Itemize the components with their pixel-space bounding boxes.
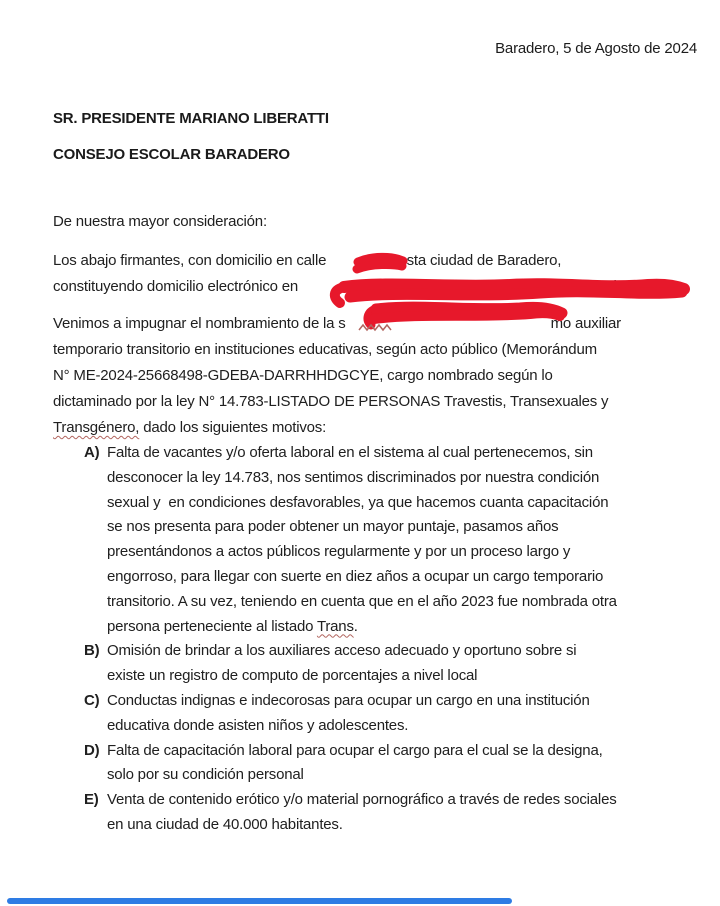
text-segment: transitorio. A su vez, teniendo en cuenta que en el año 2023 fue nombrada otra bbox=[107, 592, 617, 610]
text-segment: presentándonos a actos públicos regularmente y por un proceso largo y bbox=[107, 543, 571, 561]
text-line bbox=[107, 639, 684, 664]
redacted-gap bbox=[330, 264, 378, 265]
list-item bbox=[84, 739, 684, 789]
text-line bbox=[53, 363, 693, 389]
text-line bbox=[107, 466, 684, 491]
text-line bbox=[107, 540, 684, 565]
recipient-name: SR. PRESIDENTE MARIANO LIBERATTI bbox=[53, 110, 329, 127]
list-item-text bbox=[107, 639, 684, 689]
text-line bbox=[107, 788, 684, 813]
redacted-gap bbox=[302, 290, 582, 291]
list-item-text bbox=[107, 739, 684, 789]
text-line bbox=[107, 714, 684, 739]
text-segment: Transgénero, bbox=[53, 419, 140, 436]
text-segment: sexual y en condiciones desfavorables, ya que hacemos cuanta capacitación bbox=[107, 493, 609, 511]
text-segment: engorroso, para llegar con suerte en diez años a ocupar un cargo temporario bbox=[107, 567, 604, 585]
text-segment: persona perteneciente al listado bbox=[107, 617, 317, 635]
motives-list bbox=[84, 441, 684, 838]
text-line bbox=[53, 248, 693, 274]
text-line bbox=[107, 491, 684, 516]
text-segment: educativa donde asisten niños y adolescentes. bbox=[107, 716, 409, 734]
text-segment: Trans bbox=[316, 617, 354, 635]
list-item-label: A) bbox=[84, 444, 100, 461]
list-item-label: B) bbox=[84, 642, 100, 660]
text-line bbox=[53, 337, 693, 363]
text-line bbox=[107, 590, 684, 615]
greeting-line: De nuestra mayor consideración: bbox=[53, 213, 267, 230]
text-segment: . bbox=[353, 617, 358, 635]
text-line bbox=[107, 813, 684, 838]
text-segment: Falta de capacitación laboral para ocupar el cargo para el cual se la designa, bbox=[107, 741, 603, 759]
text-segment: en una ciudad de 40.000 habitantes. bbox=[107, 815, 343, 833]
text-line bbox=[53, 274, 693, 300]
text-segment: temporario transitorio en instituciones educativas, según acto público (Memorándum bbox=[53, 341, 597, 358]
list-item bbox=[84, 441, 684, 639]
text-line bbox=[53, 311, 693, 337]
text-line bbox=[107, 515, 684, 540]
list-item-label: D) bbox=[84, 741, 100, 759]
body-paragraphs bbox=[53, 248, 693, 441]
list-item bbox=[84, 788, 684, 838]
text-segment: Venimos a impugnar el nombramiento de la s bbox=[53, 315, 346, 332]
text-segment: Los abajo firmantes, con domicilio en calle bbox=[53, 252, 331, 269]
text-line bbox=[107, 565, 684, 590]
text-line bbox=[107, 441, 684, 466]
text-segment: se nos presenta para poder obtener un mayor puntaje, pasamos años bbox=[107, 518, 559, 536]
text-line bbox=[53, 415, 693, 441]
list-item-text bbox=[107, 689, 684, 739]
recipient-block bbox=[53, 109, 329, 181]
text-line bbox=[107, 763, 684, 788]
text-line bbox=[53, 389, 693, 415]
list-item bbox=[84, 639, 684, 689]
redacted-gap bbox=[346, 327, 551, 328]
paragraph bbox=[53, 311, 693, 441]
text-line bbox=[107, 664, 684, 689]
text-segment: dictaminado por la ley N° 14.783-LISTADO DE PERSONAS Travestis, Transexuales y bbox=[53, 393, 609, 410]
text-segment: solo por su condición personal bbox=[107, 766, 304, 784]
text-line bbox=[107, 739, 684, 764]
text-segment: de esta ciudad de Baradero, bbox=[378, 252, 562, 269]
list-item bbox=[84, 689, 684, 739]
list-item-text bbox=[107, 441, 684, 639]
text-segment: Venta de contenido erótico y/o material pornográfico a través de redes sociales bbox=[107, 791, 617, 809]
list-item-label: C) bbox=[84, 691, 100, 709]
text-segment: dado los siguientes motivos: bbox=[139, 419, 327, 436]
text-segment: Omisión de brindar a los auxiliares acceso adecuado y oportuno sobre si bbox=[107, 642, 577, 660]
text-segment: Falta de vacantes y/o oferta laboral en el sistema al cual pertenecemos, sin bbox=[107, 444, 593, 461]
text-segment: , decimos: bbox=[582, 278, 649, 295]
text-line bbox=[107, 689, 684, 714]
text-segment: constituyendo domicilio electrónico en bbox=[53, 278, 303, 295]
date-line: Baradero, 5 de Agosto de 2024 bbox=[495, 40, 697, 57]
text-segment: Conductas indignas e indecorosas para ocupar un cargo en una institución bbox=[107, 691, 590, 709]
text-segment: mo auxiliar bbox=[550, 315, 621, 332]
text-line bbox=[107, 615, 684, 640]
text-segment: desconocer la ley 14.783, nos sentimos discriminados por nuestra condición bbox=[107, 468, 600, 486]
text-segment: existe un registro de computo de porcentajes a nivel local bbox=[107, 667, 478, 685]
recipient-org: CONSEJO ESCOLAR BARADERO bbox=[53, 146, 290, 163]
list-item-label: E) bbox=[84, 791, 99, 809]
text-segment: N° ME-2024-25668498-GDEBA-DARRHHDGCYE, cargo nombrado según lo bbox=[53, 367, 553, 384]
paragraph bbox=[53, 248, 693, 300]
list-item-text bbox=[107, 788, 684, 838]
